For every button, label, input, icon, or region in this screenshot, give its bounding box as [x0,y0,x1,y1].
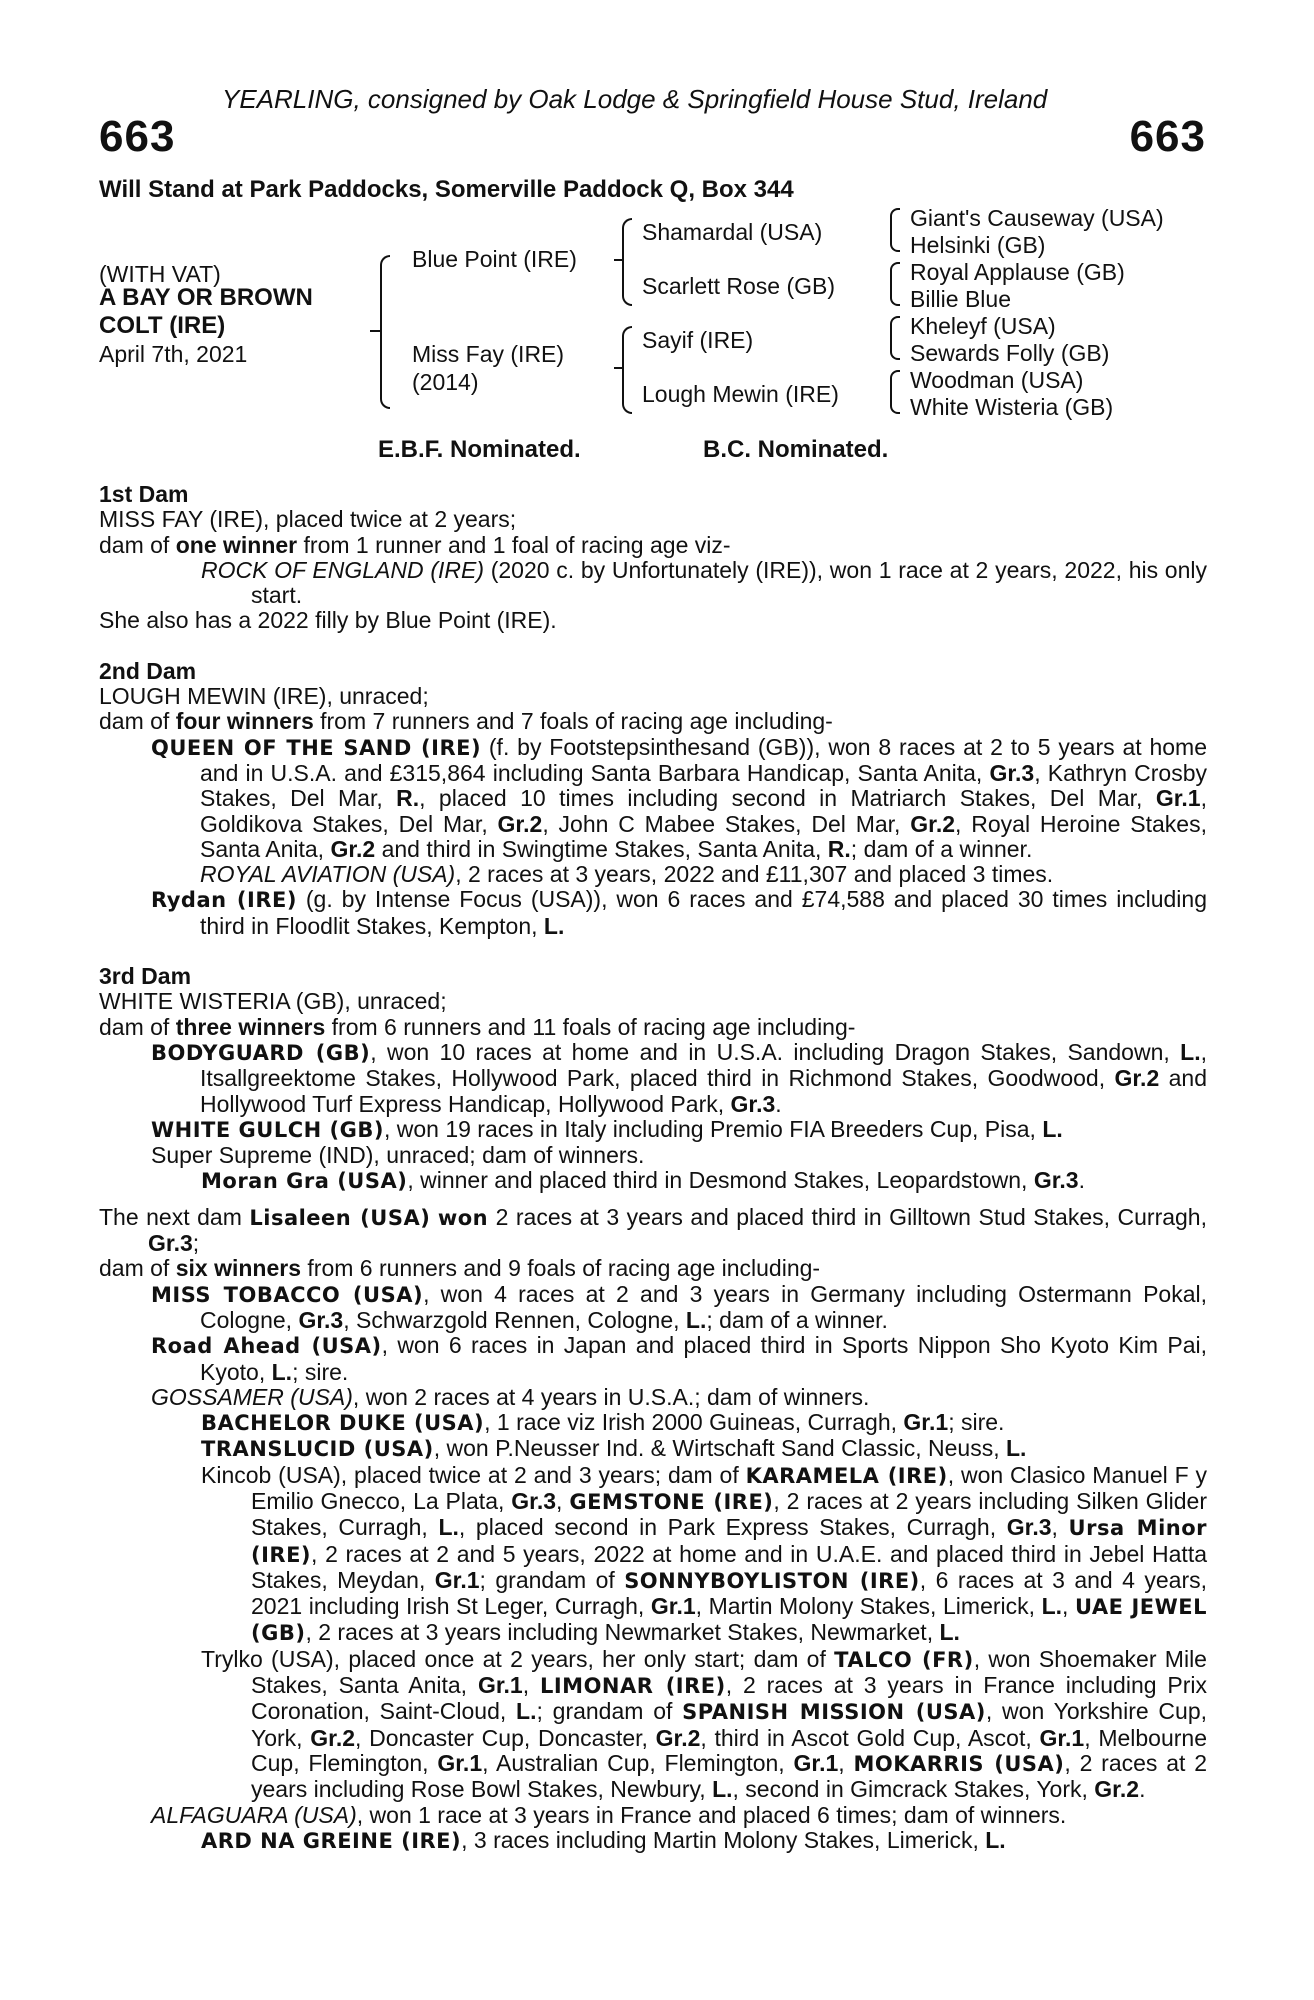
ebf-nominated: E.B.F. Nominated. [378,436,581,463]
translucid-entry: TRANSLUCID (USA), won P.Neusser Ind. & Wirtschaft Sand Classic, Neuss, L. [201,1435,1027,1462]
pedigree-brace-dam [622,326,632,414]
vat-note: (WITH VAT) [99,261,221,287]
gossamer-entry: GOSSAMER (USA), won 2 races at 4 years in U.S.A.; dam of winners. [151,1383,870,1410]
ard-na-greine-entry: ARD NA GREINE (IRE), 3 races including Martin Molony Stakes, Limerick, L. [201,1826,1006,1853]
ggs-8: White Wisteria (GB) [910,394,1114,420]
pedigree-brace-sire-point [614,259,624,261]
pedigree-brace-dam-point [614,367,624,369]
first-dam-line: MISS FAY (IRE), placed twice at 2 years; [99,506,517,533]
ggs-4: Billie Blue [910,286,1011,312]
pedigree-brace-sire [622,218,632,306]
stand-location: Will Stand at Park Paddocks, Somerville Paddock Q, Box 344 [99,176,794,203]
rydan-entry: Rydan (IRE) (g. by Intense Focus (USA)), won 6 races and £74,588 and placed 30 times including third in Floodlit Stakes, Kempton, L. [151,886,1208,939]
ggs-2: Helsinki (GB) [910,232,1046,258]
dam-dam: Lough Mewin (IRE) [642,381,839,407]
second-dam-produce-line: dam of four winners from 7 runners and 7 foals of racing age including- [99,708,833,735]
next-dam-line: The next dam Lisaleen (USA) won 2 races at 3 years and placed third in Gilltown Stud Stakes, Curragh, Gr.3; [99,1203,1207,1257]
pedigree-brace-g3-4 [890,370,900,414]
super-supreme-entry: Super Supreme (IND), unraced; dam of winners. [151,1142,645,1169]
pedigree-brace-g3-2 [890,262,900,306]
alfaguara-entry: ALFAGUARA (USA), won 1 race at 3 years in France and placed 6 times; dam of winners. [151,1801,1067,1828]
bodyguard-entry: BODYGUARD (GB), won 10 races at home and in U.S.A. including Dragon Stakes, Sandown, L., Itsallgreektome Stakes, Hollywood Park, placed third in Richmond Stakes, Goodwood, Gr.2 and Hollywood Turf Express Handicap, Hollywood Park, Gr.3. [151,1038,1207,1117]
moran-gra-entry: Moran Gra (USA), winner and placed third in Desmond Stakes, Leopardstown, Gr.3. [201,1167,1085,1194]
queen-of-the-sand-entry: QUEEN OF THE SAND (IRE) (f. by Footstepsinthesand (GB)), won 8 races at 2 to 5 years at home and in U.S.A. and £315,864 including Santa Barbara Handicap, Santa Anita, Gr.3, Kathryn Crosby Stakes, Del Mar, R., placed 10 times including second in Matriarch Stakes, Del Mar, Gr.1, Goldikova Stakes, Del Mar, Gr.2, John C Mabee Stakes, Del Mar, Gr.2, Royal Heroine Stakes, Santa Anita, Gr.2 and third in Swingtime Stakes, Santa Anita, R.; dam of a winner. [151,733,1207,862]
third-dam-line: WHITE WISTERIA (GB), unraced; [99,988,447,1015]
first-dam-heading: 1st Dam [99,481,189,507]
bc-nominated: B.C. Nominated. [703,436,889,463]
first-dam-produce-line: dam of one winner from 1 runner and 1 foal of racing age viz- [99,531,731,558]
dam-year: (2014) [412,369,479,395]
pedigree-brace-g3-3 [890,316,900,360]
second-dam-heading: 2nd Dam [99,657,197,684]
dam: Miss Fay (IRE) [412,341,565,367]
foaling-date: April 7th, 2021 [99,341,248,367]
trylko-entry: Trylko (USA), placed once at 2 years, her only start; dam of TALCO (FR), won Shoemaker Mile Stakes, Santa Anita, Gr.1, LIMONAR (IRE), 2 races at 3 years in France including Prix Coronation, Saint-Cloud, L.; grandam of SPANISH MISSION (USA), won Yorkshire Cup, York, Gr.2, Doncaster Cup, Doncaster, Gr.2, third in Ascot Gold Cup, Ascot, Gr.1, Melbourne Cup, Flemington, Gr.1, Australian Cup, Flemington, Gr.1, MOKARRIS (USA), 2 races at 2 years including Rose Bowl Stakes, Newbury, L., second in Gimcrack Stakes, York, Gr.2. [201,1645,1208,1803]
horse-description-2: COLT (IRE) [99,312,226,339]
sire: Blue Point (IRE) [412,246,577,272]
pedigree-brace-main [380,255,390,409]
horse-description-1: A BAY OR BROWN [99,284,313,311]
kincob-entry: Kincob (USA), placed twice at 2 and 3 years; dam of KARAMELA (IRE), won Clasico Manuel F y Emilio Gnecco, La Plata, Gr.3, GEMSTONE (IRE), 2 races at 2 years including Silken Glider Stakes, Curragh, L., placed second in Park Express Stakes, Curragh, Gr.3, Ursa Minor (IRE), 2 races at 2 and 5 years, 2022 at home and in U.A.E. and placed third in Jebel Hatta Stakes, Meydan, Gr.1; grandam of SONNYBOYLISTON (IRE), 6 races at 3 and 4 years, 2021 including Irish St Leger, Curragh, Gr.1, Martin Molony Stakes, Limerick, L., UAE JEWEL (GB), 2 races at 3 years including Newmarket Stakes, Newmarket, L. [201,1461,1208,1646]
next-dam-produce-line: dam of six winners from 6 runners and 9 foals of racing age including- [99,1255,821,1282]
sire-sire: Shamardal (USA) [642,219,823,245]
royal-aviation-entry: ROYAL AVIATION (USA), 2 races at 3 years, 2022 and £11,307 and placed 3 times. [200,861,1054,888]
second-dam-line: LOUGH MEWIN (IRE), unraced; [99,683,429,710]
white-gulch-entry: WHITE GULCH (GB), won 19 races in Italy including Premio FIA Breeders Cup, Pisa, L. [151,1115,1063,1142]
first-dam-also: She also has a 2022 filly by Blue Point (IRE). [99,607,557,634]
pedigree-brace-g3-1 [890,208,900,252]
third-dam-produce-line: dam of three winners from 6 runners and 11 foals of racing age including- [99,1013,856,1040]
pedigree-brace-main-point [370,330,380,332]
lot-number-left: 663 [99,112,176,161]
sire-dam: Scarlett Rose (GB) [642,273,835,299]
ggs-1: Giant's Causeway (USA) [910,205,1164,231]
ggs-6: Sewards Folly (GB) [910,340,1110,366]
dam-sire: Sayif (IRE) [642,327,754,353]
road-ahead-entry: Road Ahead (USA), won 6 races in Japan and placed third in Sports Nippon Sho Kyoto Kim Pai, Kyoto, L.; sire. [151,1332,1207,1385]
lot-number-right: 663 [1129,112,1206,161]
rock-of-england-entry: ROCK OF ENGLAND (IRE) (2020 c. by Unfortunately (IRE)), won 1 race at 2 years, 2022, his only start. [201,556,1207,609]
consignment-line: YEARLING, consigned by Oak Lodge & Springfield House Stud, Ireland [222,84,1048,114]
bachelor-duke-entry: BACHELOR DUKE (USA), 1 race viz Irish 2000 Guineas, Curragh, Gr.1; sire. [201,1409,1005,1436]
ggs-3: Royal Applause (GB) [910,259,1125,285]
produce-record [99,482,1207,1854]
third-dam-heading: 3rd Dam [99,963,192,990]
ggs-7: Woodman (USA) [910,367,1084,393]
miss-tobacco-entry: MISS TOBACCO (USA), won 4 races at 2 and 3 years in Germany including Ostermann Pokal, Cologne, Gr.3, Schwarzgold Rennen, Cologne, L.; dam of a winner. [151,1280,1208,1333]
ggs-5: Kheleyf (USA) [910,313,1056,339]
